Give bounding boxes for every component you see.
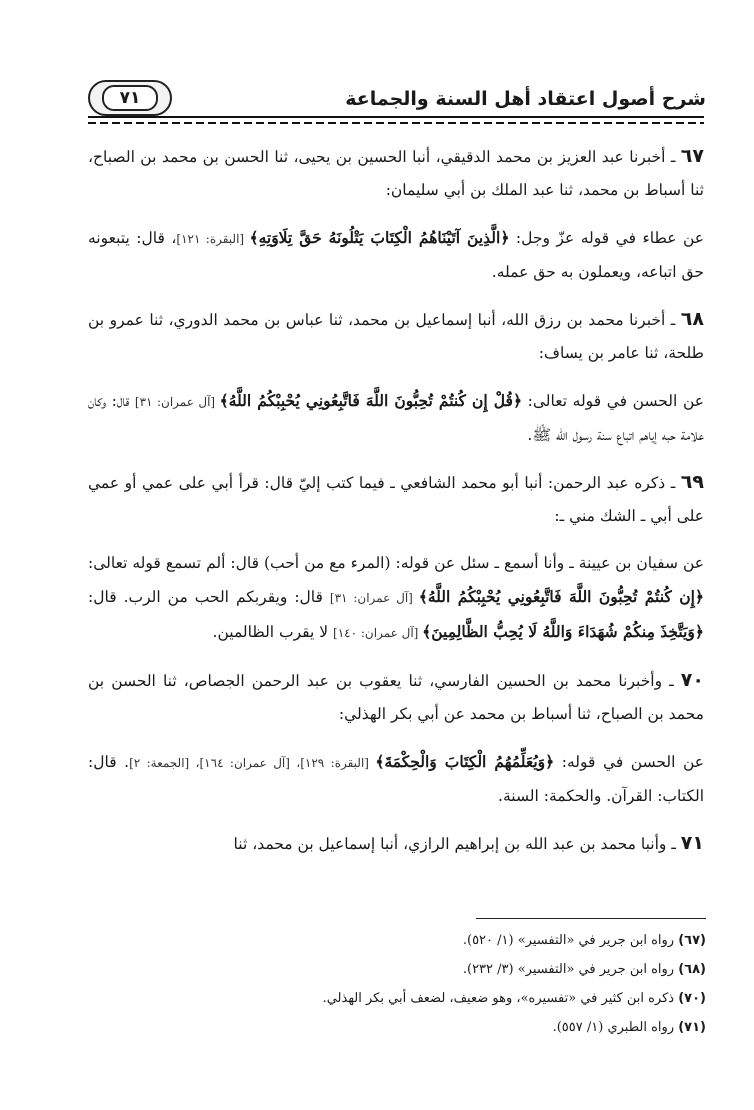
verse-reference: [آل عمران: ١٤٠] (333, 626, 423, 640)
quran-verse: ﴿الَّذِينَ آتَيْنَاهُمُ الْكِتَابَ يَتْلُونَهُ حَقَّ تِلَاوَتِهِ﴾ (249, 228, 510, 247)
footnotes (88, 926, 706, 1042)
paragraph-69 (88, 466, 704, 533)
footnote (88, 984, 706, 1013)
hadith-number: ٦٧ (680, 145, 704, 167)
footnote (88, 926, 706, 955)
paragraph-70 (88, 664, 704, 731)
footnote (88, 955, 706, 984)
paragraph-68-body (88, 384, 704, 452)
footnote-number: (٧٠) (678, 991, 706, 1006)
footnote-text: رواه ابن جرير في «التفسير» (١/ ٥٢٠). (462, 933, 679, 948)
footnote-text: رواه الطبري (١/ ٥٥٧). (552, 1020, 679, 1035)
isnad-text: ـ ذكره عبد الرحمن: أنبا أبو محمد الشافعي ـ فيما كتب إليّ قال: قرأ أبي على عمي أو عمي على أبي ـ الشك مني ـ: (88, 474, 704, 525)
footnote-number: (٦٧) (678, 933, 706, 948)
hadith-number: ٧٠ (680, 669, 704, 691)
body-text: عن الحسن في قوله تعالى: (522, 392, 705, 410)
body-text: عن عطاء في قوله عزّ وجل: (509, 229, 704, 247)
body-text: عن سفيان بن عيينة ـ وأنا أسمع ـ سئل عن قوله: (المرء مع من أحب) قال: ألم تسمع قوله تعالى: (88, 554, 704, 572)
verse-reference: [آل عمران: ٣١] (134, 395, 220, 409)
page-number: ٧١ (102, 85, 158, 111)
paragraph-69-body (88, 547, 704, 650)
verse-reference: [آل عمران: ٣١] (329, 591, 419, 605)
paragraph-68 (88, 303, 704, 370)
footnote-text: ذكره ابن كثير في «تفسيره»، وهو ضعيف، لضعف أبي بكر الهذلي. (322, 991, 679, 1006)
body-text: قال: وكان علامة حبه إياهم اتباع سنة رسول الله ﷺ. (88, 392, 704, 444)
page-number-badge (88, 80, 172, 116)
header-title: شرح أصول اعتقاد أهل السنة والجماعة (345, 88, 706, 110)
hadith-number: ٦٨ (680, 308, 704, 330)
isnad-text: ـ وأخبرنا محمد بن الحسين الفارسي، ثنا يعقوب بن عبد الرحمن الجصاص، ثنا الحسن بن محمد بن الصباح، ثنا أسباط بن محمد عن أبي بكر الهذلي: (88, 672, 704, 723)
quran-verse: ﴿وَيُعَلِّمُهُمُ الْكِتَابَ وَالْحِكْمَةَ﴾ (375, 752, 555, 771)
paragraph-70-body (88, 745, 704, 813)
body-text: قال: ويقربكم الحب من الرب. قال: (88, 588, 330, 606)
footnote-number: (٧١) (678, 1020, 706, 1035)
isnad-text: ـ وأنبا محمد بن عبد الله بن إبراهيم الرازي، أنبا إسماعيل بن محمد، ثنا (233, 835, 681, 853)
body-text: عن الحسن في قوله: (554, 753, 704, 771)
paragraph-67 (88, 140, 704, 207)
footnote (88, 1013, 706, 1042)
verse-reference: [البقرة: ١٢١] (176, 232, 250, 246)
footnote-text: رواه ابن جرير في «التفسير» (٣/ ٢٣٢). (462, 962, 679, 977)
paragraph-67-body (88, 221, 704, 289)
footnote-divider (476, 918, 706, 919)
quran-verse: ﴿وَيَتَّخِذَ مِنكُمْ شُهَدَاءَ وَاللَّهُ لَا يُحِبُّ الظَّالِمِينَ﴾ (422, 622, 704, 641)
paragraph-71 (88, 827, 704, 861)
footnote-number: (٦٨) (678, 962, 706, 977)
main-text (88, 140, 704, 875)
isnad-text: ـ أخبرنا عبد العزيز بن محمد الدقيقي، أنبا الحسين بن يحيى، ثنا الحسن بن محمد بن الصباح، ثنا أسباط بن محمد، ثنا عبد الملك بن أبي سليمان: (88, 148, 704, 199)
hadith-number: ٧١ (680, 832, 704, 854)
quran-verse: ﴿قُلْ إِن كُنتُمْ تُحِبُّونَ اللَّهَ فَاتَّبِعُونِي يُحْبِبْكُمُ اللَّهُ﴾ (219, 391, 523, 410)
hadith-number: ٦٩ (680, 471, 704, 493)
quran-verse: ﴿إِن كُنتُمْ تُحِبُّونَ اللَّهَ فَاتَّبِعُونِي يُحْبِبْكُمُ اللَّهُ﴾ (418, 587, 705, 606)
isnad-text: ـ أخبرنا محمد بن رزق الله، أنبا إسماعيل بن محمد، ثنا عباس بن محمد الدوري، ثنا عمرو بن طلحة، ثنا عامر بن يساف: (88, 311, 704, 362)
verse-reference: [البقرة: ١٢٩]، [آل عمران: ١٦٤]، [الجمعة: ٢] (129, 756, 376, 770)
body-text: لا يقرب الظالمين. (212, 623, 334, 641)
body-text: . قال: الكتاب: القرآن. والحكمة: السنة. (88, 753, 704, 805)
body-text: ، قال: يتبعونه حق اتباعه، ويعملون به حق عمله. (88, 229, 704, 281)
header-divider (88, 116, 704, 124)
